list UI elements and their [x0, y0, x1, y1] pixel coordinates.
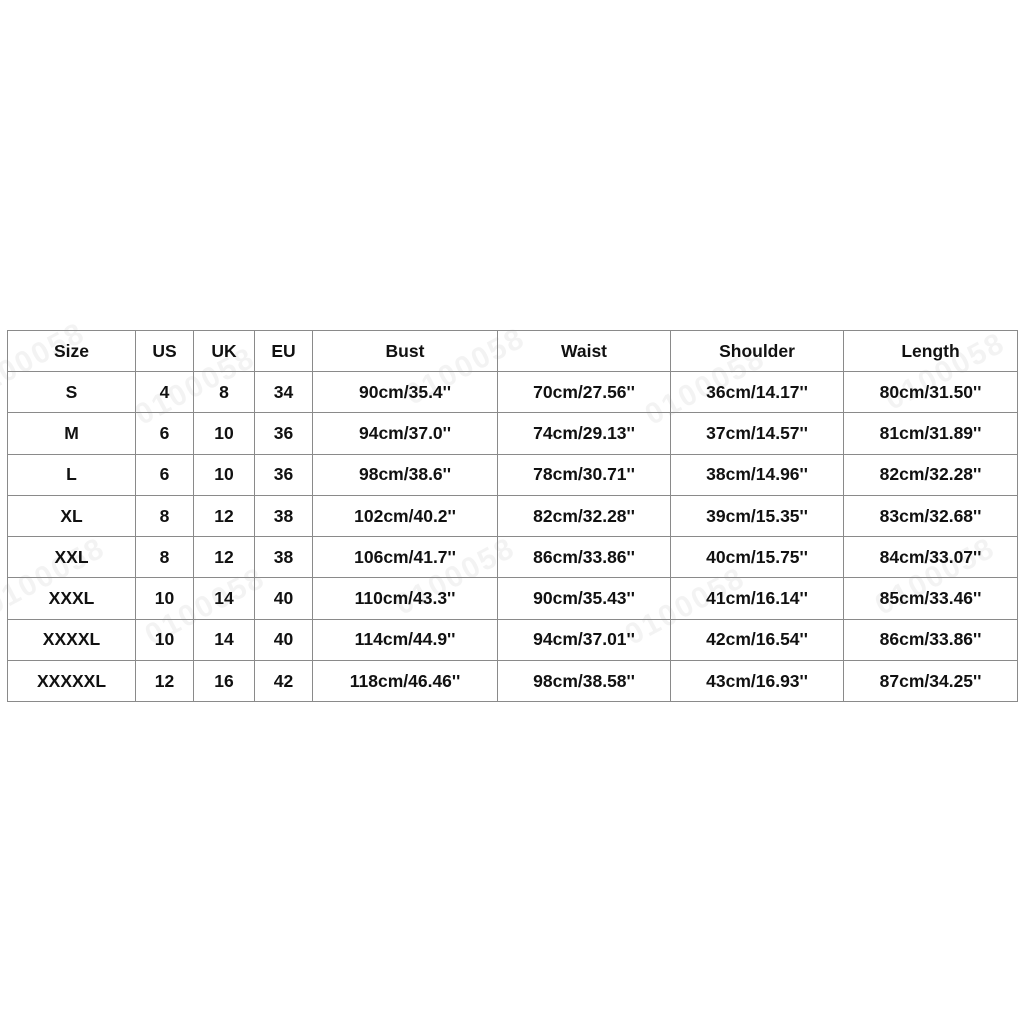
shoulder-cell: 36cm/14.17''	[671, 372, 844, 413]
bust-cell: 110cm/43.3''	[313, 578, 498, 619]
column-header-waist: Waist	[498, 331, 671, 372]
column-header-uk: UK	[194, 331, 255, 372]
eu-cell: 38	[255, 495, 313, 536]
column-header-eu: EU	[255, 331, 313, 372]
us-cell: 8	[136, 495, 194, 536]
table-row	[8, 578, 1018, 619]
waist-cell: 74cm/29.13''	[498, 413, 671, 454]
eu-cell: 40	[255, 578, 313, 619]
table-row	[8, 619, 1018, 660]
shoulder-cell: 42cm/16.54''	[671, 619, 844, 660]
uk-cell: 14	[194, 578, 255, 619]
eu-cell: 38	[255, 537, 313, 578]
length-cell: 85cm/33.46''	[844, 578, 1018, 619]
table-row	[8, 537, 1018, 578]
waist-cell: 98cm/38.58''	[498, 661, 671, 702]
us-cell: 10	[136, 619, 194, 660]
uk-cell: 12	[194, 537, 255, 578]
us-cell: 4	[136, 372, 194, 413]
waist-cell: 94cm/37.01''	[498, 619, 671, 660]
bust-cell: 106cm/41.7''	[313, 537, 498, 578]
us-cell: 6	[136, 454, 194, 495]
length-cell: 87cm/34.25''	[844, 661, 1018, 702]
shoulder-cell: 39cm/15.35''	[671, 495, 844, 536]
us-cell: 8	[136, 537, 194, 578]
bust-cell: 114cm/44.9''	[313, 619, 498, 660]
bust-cell: 90cm/35.4''	[313, 372, 498, 413]
uk-cell: 12	[194, 495, 255, 536]
eu-cell: 36	[255, 454, 313, 495]
uk-cell: 10	[194, 454, 255, 495]
uk-cell: 10	[194, 413, 255, 454]
size-chart-table	[7, 330, 1018, 702]
table-row	[8, 454, 1018, 495]
table-row	[8, 495, 1018, 536]
length-cell: 83cm/32.68''	[844, 495, 1018, 536]
column-header-size: Size	[8, 331, 136, 372]
length-cell: 84cm/33.07''	[844, 537, 1018, 578]
uk-cell: 14	[194, 619, 255, 660]
waist-cell: 70cm/27.56''	[498, 372, 671, 413]
size-cell: M	[8, 413, 136, 454]
column-header-bust: Bust	[313, 331, 498, 372]
waist-cell: 90cm/35.43''	[498, 578, 671, 619]
length-cell: 82cm/32.28''	[844, 454, 1018, 495]
shoulder-cell: 40cm/15.75''	[671, 537, 844, 578]
uk-cell: 16	[194, 661, 255, 702]
bust-cell: 98cm/38.6''	[313, 454, 498, 495]
shoulder-cell: 38cm/14.96''	[671, 454, 844, 495]
shoulder-cell: 41cm/16.14''	[671, 578, 844, 619]
eu-cell: 34	[255, 372, 313, 413]
table-header-row	[8, 331, 1018, 372]
length-cell: 80cm/31.50''	[844, 372, 1018, 413]
size-cell: S	[8, 372, 136, 413]
length-cell: 86cm/33.86''	[844, 619, 1018, 660]
table-row	[8, 413, 1018, 454]
us-cell: 6	[136, 413, 194, 454]
size-cell: XXXXL	[8, 619, 136, 660]
size-cell: L	[8, 454, 136, 495]
column-header-us: US	[136, 331, 194, 372]
uk-cell: 8	[194, 372, 255, 413]
bust-cell: 102cm/40.2''	[313, 495, 498, 536]
eu-cell: 36	[255, 413, 313, 454]
eu-cell: 40	[255, 619, 313, 660]
bust-cell: 118cm/46.46''	[313, 661, 498, 702]
shoulder-cell: 43cm/16.93''	[671, 661, 844, 702]
waist-cell: 78cm/30.71''	[498, 454, 671, 495]
size-cell: XL	[8, 495, 136, 536]
bust-cell: 94cm/37.0''	[313, 413, 498, 454]
waist-cell: 82cm/32.28''	[498, 495, 671, 536]
length-cell: 81cm/31.89''	[844, 413, 1018, 454]
size-cell: XXXXXL	[8, 661, 136, 702]
size-cell: XXXL	[8, 578, 136, 619]
eu-cell: 42	[255, 661, 313, 702]
us-cell: 10	[136, 578, 194, 619]
column-header-length: Length	[844, 331, 1018, 372]
table-row	[8, 661, 1018, 702]
table-row	[8, 372, 1018, 413]
size-cell: XXL	[8, 537, 136, 578]
us-cell: 12	[136, 661, 194, 702]
waist-cell: 86cm/33.86''	[498, 537, 671, 578]
column-header-shoulder: Shoulder	[671, 331, 844, 372]
shoulder-cell: 37cm/14.57''	[671, 413, 844, 454]
